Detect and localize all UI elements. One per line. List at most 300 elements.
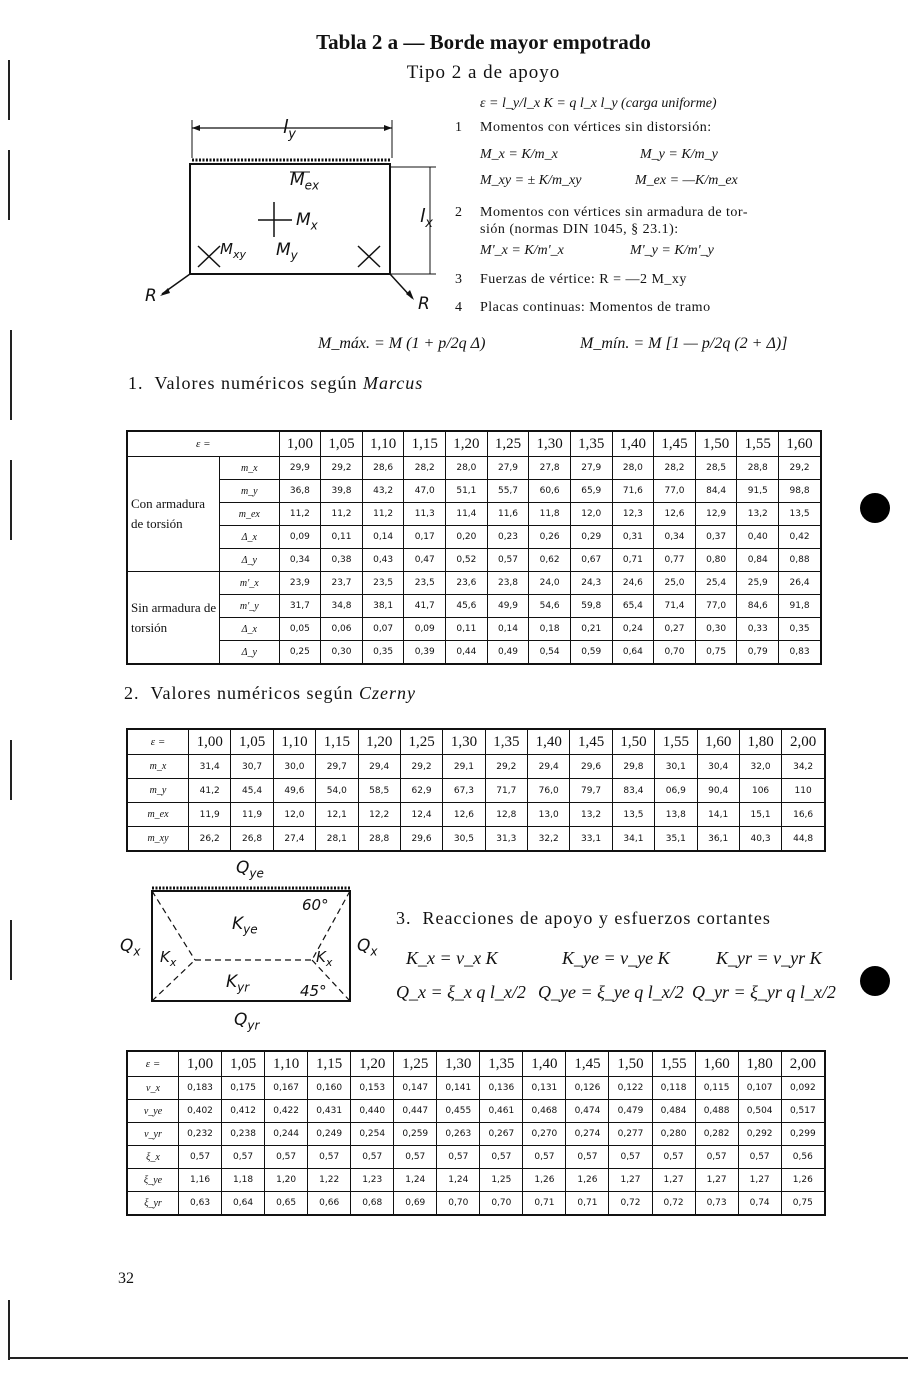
eps-cell: 1,50 [695,431,737,457]
value-cell: 15,1 [739,803,781,827]
value-cell: 0,484 [652,1100,695,1123]
value-cell: 1,22 [308,1169,351,1192]
value-cell: 45,6 [446,595,488,618]
value-cell: 1,16 [179,1169,222,1192]
value-cell: 0,175 [222,1077,265,1100]
value-cell: 23,8 [487,572,529,595]
scan-edge [8,1357,908,1359]
value-cell: 0,153 [351,1077,394,1100]
value-cell: 0,44 [446,641,488,665]
value-cell: 1,25 [480,1169,523,1192]
value-cell: 39,8 [321,480,363,503]
value-cell: 32,2 [528,827,570,852]
eps-cell: 1,30 [443,729,485,755]
value-cell: 0,06 [321,618,363,641]
value-cell: 12,6 [443,803,485,827]
table-row [127,457,821,480]
row-label-cell: ξ_ye [127,1169,179,1192]
value-cell: 58,5 [358,779,400,803]
value-cell: 0,72 [609,1192,652,1216]
value-cell: 31,7 [279,595,321,618]
eps-cell: 1,20 [351,1051,394,1077]
value-cell: 12,6 [654,503,696,526]
value-cell: 1,26 [566,1169,609,1192]
value-cell: 0,43 [362,549,404,572]
value-cell: 0,14 [362,526,404,549]
value-cell: 23,5 [404,572,446,595]
value-cell: 0,504 [738,1100,781,1123]
scan-mark [8,1300,10,1360]
value-cell: 0,38 [321,549,363,572]
value-cell: 84,4 [695,480,737,503]
value-cell: 0,65 [265,1192,308,1216]
value-cell: 0,56 [781,1146,825,1169]
value-cell: 0,34 [654,526,696,549]
value-cell: 54,0 [316,779,358,803]
item-4-number: 4 [455,300,462,315]
formula-qye: Q_ye = ξ_ye q l_x/2 [538,982,684,1002]
eps-cell: 1,55 [737,431,779,457]
value-cell: 0,147 [394,1077,437,1100]
r-right-label: R [418,294,430,314]
eps-cell: 1,40 [612,431,654,457]
eps-cell: 1,45 [570,729,612,755]
value-cell: 62,9 [400,779,442,803]
eps-cell: 1,40 [523,1051,566,1077]
value-cell: 23,6 [446,572,488,595]
angle-45-label: 45° [300,982,327,1000]
angle-60-label: 60° [302,896,329,914]
value-cell: 11,3 [404,503,446,526]
eps-cell: 1,00 [279,431,321,457]
value-cell: 0,39 [404,641,446,665]
value-cell: 0,57 [222,1146,265,1169]
table-row [127,1146,825,1169]
eps-cell: 1,45 [654,431,696,457]
value-cell: 0,26 [529,526,571,549]
value-cell: 71,7 [485,779,527,803]
value-cell: 0,244 [265,1123,308,1146]
table-row [127,1192,825,1216]
value-cell: 23,9 [279,572,321,595]
value-cell: 0,62 [529,549,571,572]
value-cell: 0,71 [566,1192,609,1216]
value-cell: 28,8 [737,457,779,480]
value-cell: 40,3 [739,827,781,852]
eps-cell: 1,10 [362,431,404,457]
eps-cell: 1,35 [485,729,527,755]
value-cell: 24,0 [529,572,571,595]
value-cell: 0,54 [529,641,571,665]
value-cell: 24,6 [612,572,654,595]
value-cell: 0,57 [308,1146,351,1169]
value-cell: 110 [782,779,825,803]
value-cell: 29,9 [279,457,321,480]
value-cell: 77,0 [695,595,737,618]
value-cell: 49,9 [487,595,529,618]
value-cell: 0,35 [779,618,821,641]
value-cell: 0,40 [737,526,779,549]
eps-cell: 1,15 [308,1051,351,1077]
value-cell: 59,8 [570,595,612,618]
value-cell: 106 [739,779,781,803]
eps-cell: 1,60 [779,431,821,457]
value-cell: 0,479 [609,1100,652,1123]
value-cell: 0,280 [652,1123,695,1146]
value-cell: 91,5 [737,480,779,503]
value-cell: 0,59 [570,641,612,665]
section-3-heading: 3. Reacciones de apoyo y esfuerzos cortantes [396,908,771,928]
formula-mmin: M_mín. = M [1 — p/2q (2 + Δ)] [580,335,788,352]
table-row [127,827,825,852]
value-cell: 0,18 [529,618,571,641]
value-cell: 12,0 [273,803,315,827]
value-cell: 11,6 [487,503,529,526]
value-cell: 90,4 [697,779,739,803]
mxy-label: $M_{xy}$ [220,240,246,261]
row-label-cell: m_y [127,779,189,803]
kx-left-label: $K_x$ [160,948,177,969]
czerny-table [126,728,826,852]
eps-cell: 1,20 [446,431,488,457]
value-cell: 23,7 [321,572,363,595]
value-cell: 0,63 [179,1192,222,1216]
value-cell: 83,4 [612,779,654,803]
formula-mx-prime: M'_x = K/m'_x [480,243,564,258]
value-cell: 0,66 [308,1192,351,1216]
eps-label-cell: ε = [127,729,189,755]
value-cell: 29,4 [358,755,400,779]
value-cell: 29,6 [400,827,442,852]
value-cell: 0,68 [351,1192,394,1216]
formula-mxy: M_xy = ± K/m_xy [480,173,582,188]
value-cell: 0,25 [279,641,321,665]
formula-qx: Q_x = ξ_x q l_x/2 [396,982,526,1002]
binder-hole [860,966,890,996]
value-cell: 0,70 [654,641,696,665]
value-cell: 0,238 [222,1123,265,1146]
value-cell: 0,126 [566,1077,609,1100]
value-cell: 55,7 [487,480,529,503]
row-label-cell: Δ_x [220,526,280,549]
table-row [127,595,821,618]
value-cell: 0,461 [480,1100,523,1123]
eps-cell: 1,05 [231,729,273,755]
value-cell: 0,75 [695,641,737,665]
table-row [127,480,821,503]
table-header-row [127,729,825,755]
value-cell: 36,8 [279,480,321,503]
value-cell: 36,1 [697,827,739,852]
value-cell: 1,23 [351,1169,394,1192]
table-row [127,572,821,595]
value-cell: 41,7 [404,595,446,618]
value-cell: 0,468 [523,1100,566,1123]
value-cell: 0,122 [609,1077,652,1100]
qx-right-label: $Q_x$ [357,936,378,959]
item-1-text: Momentos con vértices sin distorsión: [480,120,712,135]
value-cell: 0,64 [222,1192,265,1216]
eps-cell: 1,45 [566,1051,609,1077]
value-cell: 27,9 [487,457,529,480]
value-cell: 13,2 [570,803,612,827]
row-label-cell: Δ_x [220,618,280,641]
value-cell: 98,8 [779,480,821,503]
table-header-row [127,1051,825,1077]
value-cell: 24,3 [570,572,612,595]
value-cell: 0,141 [437,1077,480,1100]
value-cell: 0,249 [308,1123,351,1146]
value-cell: 0,84 [737,549,779,572]
value-cell: 0,136 [480,1077,523,1100]
value-cell: 28,1 [316,827,358,852]
scan-mark [10,920,12,980]
value-cell: 0,79 [737,641,779,665]
scan-mark [10,330,12,420]
eps-cell: 1,60 [695,1051,738,1077]
value-cell: 31,4 [189,755,231,779]
value-cell: 0,263 [437,1123,480,1146]
item-2-text-b: sión (normas DIN 1045, § 23.1): [480,222,679,237]
plate-diagram [140,112,450,317]
value-cell: 71,4 [654,595,696,618]
eps-cell: 1,30 [529,431,571,457]
value-cell: 28,0 [612,457,654,480]
value-cell: 0,34 [279,549,321,572]
eps-cell: 1,30 [437,1051,480,1077]
group-label-without-torsion: Sin armadura de torsión [127,572,220,665]
marcus-table [126,430,822,665]
value-cell: 0,33 [737,618,779,641]
value-cell: 12,2 [358,803,400,827]
formula-my-prime: M'_y = K/m'_y [630,243,714,258]
value-cell: 11,9 [231,803,273,827]
formula-mex: M_ex = —K/m_ex [635,173,738,188]
value-cell: 0,21 [570,618,612,641]
value-cell: 79,7 [570,779,612,803]
value-cell: 11,2 [321,503,363,526]
binder-hole [860,493,890,523]
page-number: 32 [118,1270,134,1287]
row-label-cell: Δ_y [220,549,280,572]
value-cell: 0,47 [404,549,446,572]
page-title: Tabla 2 a — Borde mayor empotrado [316,30,651,54]
value-cell: 13,2 [737,503,779,526]
row-label-cell: ν_x [127,1077,179,1100]
value-cell: 0,57 [487,549,529,572]
value-cell: 30,7 [231,755,273,779]
qx-left-label: $Q_x$ [120,936,141,959]
value-cell: 0,232 [179,1123,222,1146]
table-row [127,803,825,827]
value-cell: 0,11 [321,526,363,549]
value-cell: 77,0 [654,480,696,503]
eps-cell: 1,20 [358,729,400,755]
value-cell: 0,474 [566,1100,609,1123]
value-cell: 0,57 [394,1146,437,1169]
value-cell: 0,09 [279,526,321,549]
value-cell: 67,3 [443,779,485,803]
value-cell: 29,2 [400,755,442,779]
value-cell: 0,20 [446,526,488,549]
value-cell: 06,9 [655,779,697,803]
value-cell: 0,440 [351,1100,394,1123]
value-cell: 30,1 [655,755,697,779]
table-row [127,779,825,803]
eps-label-cell: ε = [127,1051,179,1077]
table-row [127,641,821,665]
value-cell: 65,9 [570,480,612,503]
value-cell: 30,0 [273,755,315,779]
value-cell: 0,09 [404,618,446,641]
value-cell: 0,64 [612,641,654,665]
formula-eps: ε = l_y/l_x K = q l_x l_y (carga uniforme) [480,96,717,111]
value-cell: 31,3 [485,827,527,852]
value-cell: 0,11 [446,618,488,641]
item-2-text-a: Momentos con vértices sin armadura de tor- [480,205,748,220]
eps-cell: 1,25 [400,729,442,755]
table-row [127,755,825,779]
value-cell: 0,57 [523,1146,566,1169]
value-cell: 0,57 [695,1146,738,1169]
value-cell: 28,2 [654,457,696,480]
value-cell: 1,27 [738,1169,781,1192]
value-cell: 0,517 [781,1100,825,1123]
value-cell: 0,254 [351,1123,394,1146]
kye-label: $K_{ye}$ [232,914,258,937]
formula-kx: K_x = ν_x K [406,948,498,968]
value-cell: 1,26 [781,1169,825,1192]
value-cell: 35,1 [655,827,697,852]
value-cell: 0,167 [265,1077,308,1100]
value-cell: 27,9 [570,457,612,480]
scan-mark [10,460,12,540]
item-3-text: Fuerzas de vértice: R = —2 M_xy [480,272,687,287]
table-row [127,503,821,526]
value-cell: 0,73 [695,1192,738,1216]
eps-cell: 1,50 [612,729,654,755]
table-row [127,1123,825,1146]
row-label-cell: m_ex [220,503,280,526]
value-cell: 0,71 [523,1192,566,1216]
value-cell: 43,2 [362,480,404,503]
row-label-cell: Δ_y [220,641,280,665]
item-1-number: 1 [455,120,462,135]
value-cell: 0,455 [437,1100,480,1123]
value-cell: 13,8 [655,803,697,827]
value-cell: 28,2 [404,457,446,480]
eps-cell: 1,35 [480,1051,523,1077]
value-cell: 13,5 [612,803,654,827]
value-cell: 0,42 [779,526,821,549]
formula-my: M_y = K/m_y [640,147,718,162]
eps-cell: 1,80 [738,1051,781,1077]
ly-label: $l_y$ [283,116,296,142]
row-label-cell: m_xy [127,827,189,852]
value-cell: 0,74 [738,1192,781,1216]
eps-label-cell: ε = [127,431,279,457]
row-label-cell: ν_yr [127,1123,179,1146]
value-cell: 11,4 [446,503,488,526]
value-cell: 29,8 [612,755,654,779]
value-cell: 0,17 [404,526,446,549]
row-label-cell: ξ_yr [127,1192,179,1216]
eps-cell: 1,35 [570,431,612,457]
value-cell: 0,299 [781,1123,825,1146]
value-cell: 45,4 [231,779,273,803]
value-cell: 29,4 [528,755,570,779]
value-cell: 1,26 [523,1169,566,1192]
value-cell: 0,57 [351,1146,394,1169]
r-left-label: R [145,286,157,306]
scan-mark [10,740,12,800]
value-cell: 12,3 [612,503,654,526]
value-cell: 0,292 [738,1123,781,1146]
eps-cell: 1,55 [652,1051,695,1077]
value-cell: 28,8 [358,827,400,852]
value-cell: 26,2 [189,827,231,852]
lx-label: $l_x$ [420,205,433,231]
value-cell: 0,80 [695,549,737,572]
value-cell: 34,2 [782,755,825,779]
value-cell: 11,2 [362,503,404,526]
value-cell: 41,2 [189,779,231,803]
value-cell: 13,5 [779,503,821,526]
value-cell: 27,8 [529,457,571,480]
value-cell: 0,57 [179,1146,222,1169]
table-row [127,1100,825,1123]
value-cell: 0,27 [654,618,696,641]
value-cell: 30,4 [697,755,739,779]
value-cell: 29,2 [779,457,821,480]
value-cell: 0,30 [695,618,737,641]
eps-cell: 1,05 [321,431,363,457]
value-cell: 26,4 [779,572,821,595]
value-cell: 0,70 [437,1192,480,1216]
item-4-text: Placas continuas: Momentos de tramo [480,300,711,315]
value-cell: 0,67 [570,549,612,572]
eps-cell: 2,00 [781,1051,825,1077]
table-row [127,526,821,549]
value-cell: 0,23 [487,526,529,549]
row-label-cell: m'_x [220,572,280,595]
value-cell: 0,092 [781,1077,825,1100]
value-cell: 0,75 [781,1192,825,1216]
value-cell: 12,0 [570,503,612,526]
row-label-cell: ν_ye [127,1100,179,1123]
mx-label: $M_x$ [296,210,318,233]
reactions-table [126,1050,826,1216]
table-header-row [127,431,821,457]
value-cell: 0,107 [738,1077,781,1100]
table-row [127,618,821,641]
value-cell: 28,6 [362,457,404,480]
eps-cell: 1,80 [739,729,781,755]
value-cell: 0,282 [695,1123,738,1146]
value-cell: 27,4 [273,827,315,852]
value-cell: 33,1 [570,827,612,852]
value-cell: 0,160 [308,1077,351,1100]
value-cell: 1,24 [437,1169,480,1192]
value-cell: 28,0 [446,457,488,480]
value-cell: 1,24 [394,1169,437,1192]
value-cell: 29,6 [570,755,612,779]
value-cell: 29,2 [321,457,363,480]
value-cell: 0,88 [779,549,821,572]
value-cell: 13,0 [528,803,570,827]
value-cell: 0,118 [652,1077,695,1100]
value-cell: 14,1 [697,803,739,827]
